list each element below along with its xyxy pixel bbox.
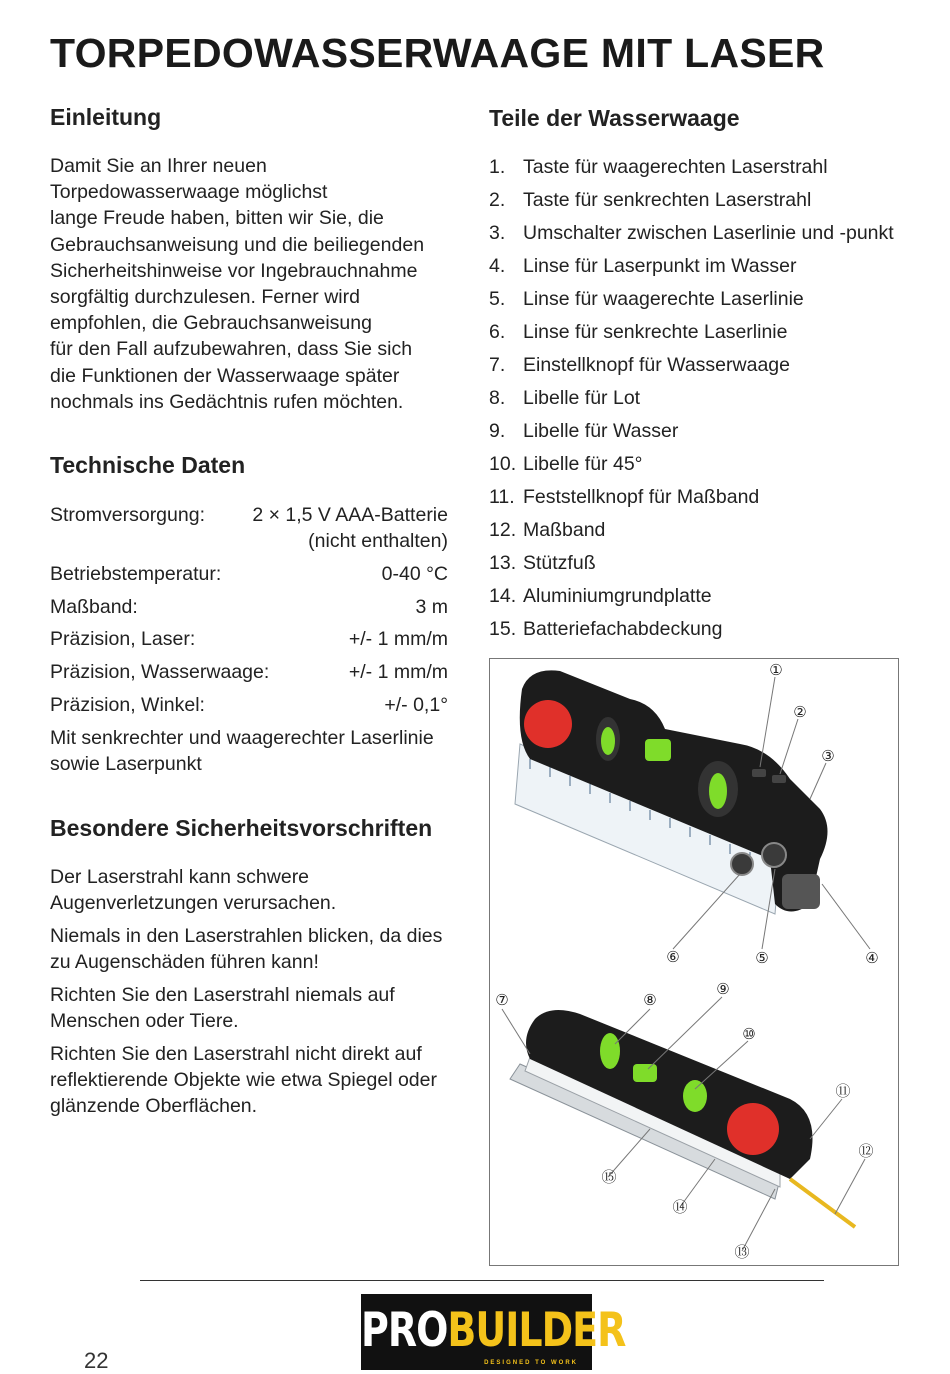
item-number: 11. [489,486,515,508]
item-text: Linse für senkrechte Laserlinie [523,321,788,343]
callout-15: ⑮ [601,1168,617,1186]
laser-lens [524,700,572,748]
tech-value: 0-40 °C [381,563,448,585]
safety-line: Augenverletzungen verursachen. [50,892,337,915]
tech-label: Betriebstemperatur: [50,563,222,585]
item-number: 2. [489,189,506,211]
item-number: 4. [489,255,506,277]
vial-plumb [601,727,615,755]
safety-line: reflektierende Objekte wie etwa Spiegel oder [50,1069,437,1092]
laser-lens-2 [727,1103,779,1155]
intro-line: für den Fall aufzubewahren, dass Sie sich [50,338,413,361]
callout-12: ⑫ [858,1142,874,1160]
tech-value: +/- 1 mm/m [348,628,448,650]
callout-8: ⑧ [643,991,657,1009]
item-number: 1. [489,156,506,178]
safety-paragraph [50,864,336,916]
item-text: Libelle für Wasser [523,420,679,442]
tech-note-line: Mit senkrechter und waagerechter Laserlinie [50,727,434,749]
footer-divider [140,1280,824,1281]
item-text: Umschalter zwischen Laserlinie und -punkt [523,222,894,244]
item-number: 8. [489,387,506,409]
tech-note [50,725,434,777]
callout-4: ④ [865,949,879,967]
lens-horizontal [762,843,786,867]
brand-logo [361,1294,626,1370]
callout-14: ⑭ [672,1198,688,1216]
item-text: Linse für Laserpunkt im Wasser [523,255,797,277]
page-title: TORPEDOWASSERWAAGE MIT LASER [50,30,825,76]
page-number: 22 [84,1348,109,1373]
intro-line: sorgfältig durchzulesen. Ferner wird [50,286,360,309]
intro-paragraph [50,153,424,415]
tech-row [50,659,448,685]
tech-label: Präzision, Laser: [50,628,196,650]
tech-label: Maßband: [50,596,138,618]
intro-line: nochmals ins Gedächtnis rufen möchten. [50,390,404,413]
tech-label: Stromversorgung: [50,504,205,526]
tech-value: 3 m [415,596,448,618]
vial-level-2 [633,1064,657,1082]
callout-1: ① [769,661,783,679]
tech-value: +/- 0,1° [384,694,448,716]
callout-9: ⑨ [716,980,730,998]
logo-builder: BUILDER [447,1302,626,1357]
item-number: 12. [489,519,517,541]
vial-45 [709,773,727,809]
safety-line: Der Laserstrahl kann schwere [50,866,310,888]
intro-line: Sicherheitshinweise vor Ingebrauchnahme [50,259,418,282]
intro-line: Torpedowasserwaage möglichst [50,181,328,204]
vial-45-2 [683,1080,707,1112]
item-number: 15. [489,618,517,640]
safety-line: glänzende Oberflächen. [50,1095,258,1118]
item-number: 10. [489,453,517,475]
item-text: Libelle für 45° [523,453,643,475]
tech-row-power [50,502,448,554]
intro-line: empfohlen, die Gebrauchsanweisung [50,312,372,335]
intro-line: die Funktionen der Wasserwaage später [50,364,400,387]
parts-heading: Teile der Wasserwaage [489,105,740,131]
item-text: Maßband [523,519,606,541]
logo-wordmark [361,1302,626,1357]
item-text: Batteriefachabdeckung [523,618,723,640]
item-text: Taste für waagerechten Laserstrahl [523,156,828,178]
safety-line: Menschen oder Tiere. [50,1010,239,1033]
callout-6: ⑥ [666,948,680,966]
tech-row [50,561,448,587]
safety-heading: Besondere Sicherheitsvorschriften [50,815,433,841]
tech-value-line: (nicht enthalten) [308,530,448,552]
callout-7: ⑦ [495,991,509,1009]
intro-line: Damit Sie an Ihrer neuen [50,155,267,177]
item-text: Feststellknopf für Maßband [523,486,760,508]
item-number: 9. [489,420,506,442]
tech-value [252,502,448,554]
callout-13: ⑬ [734,1243,750,1261]
item-number: 7. [489,354,506,376]
callout-3: ③ [821,747,835,765]
tech-value-line: 2 × 1,5 V AAA-Batterie [252,504,448,526]
tech-value: +/- 1 mm/m [348,661,448,683]
callout-2: ② [793,703,807,721]
tech-note-line: sowie Laserpunkt [50,753,202,776]
lens-vertical [731,853,753,875]
safety-line: Niemals in den Laserstrahlen blicken, da dies [50,925,443,947]
tech-heading: Technische Daten [50,452,246,478]
intro-line: Gebrauchsanweisung und die beiliegenden [50,233,425,256]
tech-row [50,626,448,652]
item-text: Aluminiumgrundplatte [523,585,712,607]
tech-label: Präzision, Wasserwaage: [50,661,270,683]
logo-tagline: DESIGNED TO WORK [484,1360,578,1366]
safety-paragraph [50,982,395,1034]
bottom-tool [510,1010,855,1227]
item-text: Libelle für Lot [523,387,641,409]
intro-heading: Einleitung [50,104,162,130]
safety-line: zu Augenschäden führen kann! [50,951,319,974]
item-number: 13. [489,552,517,574]
vial-plumb-2 [600,1033,620,1069]
tech-label: Präzision, Winkel: [50,694,205,716]
item-number: 3. [489,222,506,244]
tech-row [50,594,448,620]
measuring-tape [790,1179,855,1227]
safety-line: Richten Sie den Laserstrahl nicht direkt auf [50,1043,422,1065]
safety-paragraph [50,923,442,975]
laser-level-illustration [490,659,898,1265]
item-number: 5. [489,288,506,310]
callout-10: ⑩ [742,1025,756,1043]
item-text: Stützfuß [523,552,596,574]
safety-paragraph [50,1041,437,1120]
logo-pro: PRO [361,1302,448,1357]
safety-line: Richten Sie den Laserstrahl niemals auf [50,984,395,1006]
item-number: 14. [489,585,517,607]
callout-5: ⑤ [755,949,769,967]
tech-row [50,692,448,718]
item-text: Taste für senkrechten Laserstrahl [523,189,812,211]
item-text: Einstellknopf für Wasserwaage [523,354,790,376]
item-text: Linse für waagerechte Laserlinie [523,288,804,310]
intro-line: lange Freude haben, bitten wir Sie, die [50,207,384,230]
vial-level [645,739,671,761]
product-figure [489,658,899,1266]
callout-11: ⑪ [835,1082,851,1100]
item-number: 6. [489,321,506,343]
